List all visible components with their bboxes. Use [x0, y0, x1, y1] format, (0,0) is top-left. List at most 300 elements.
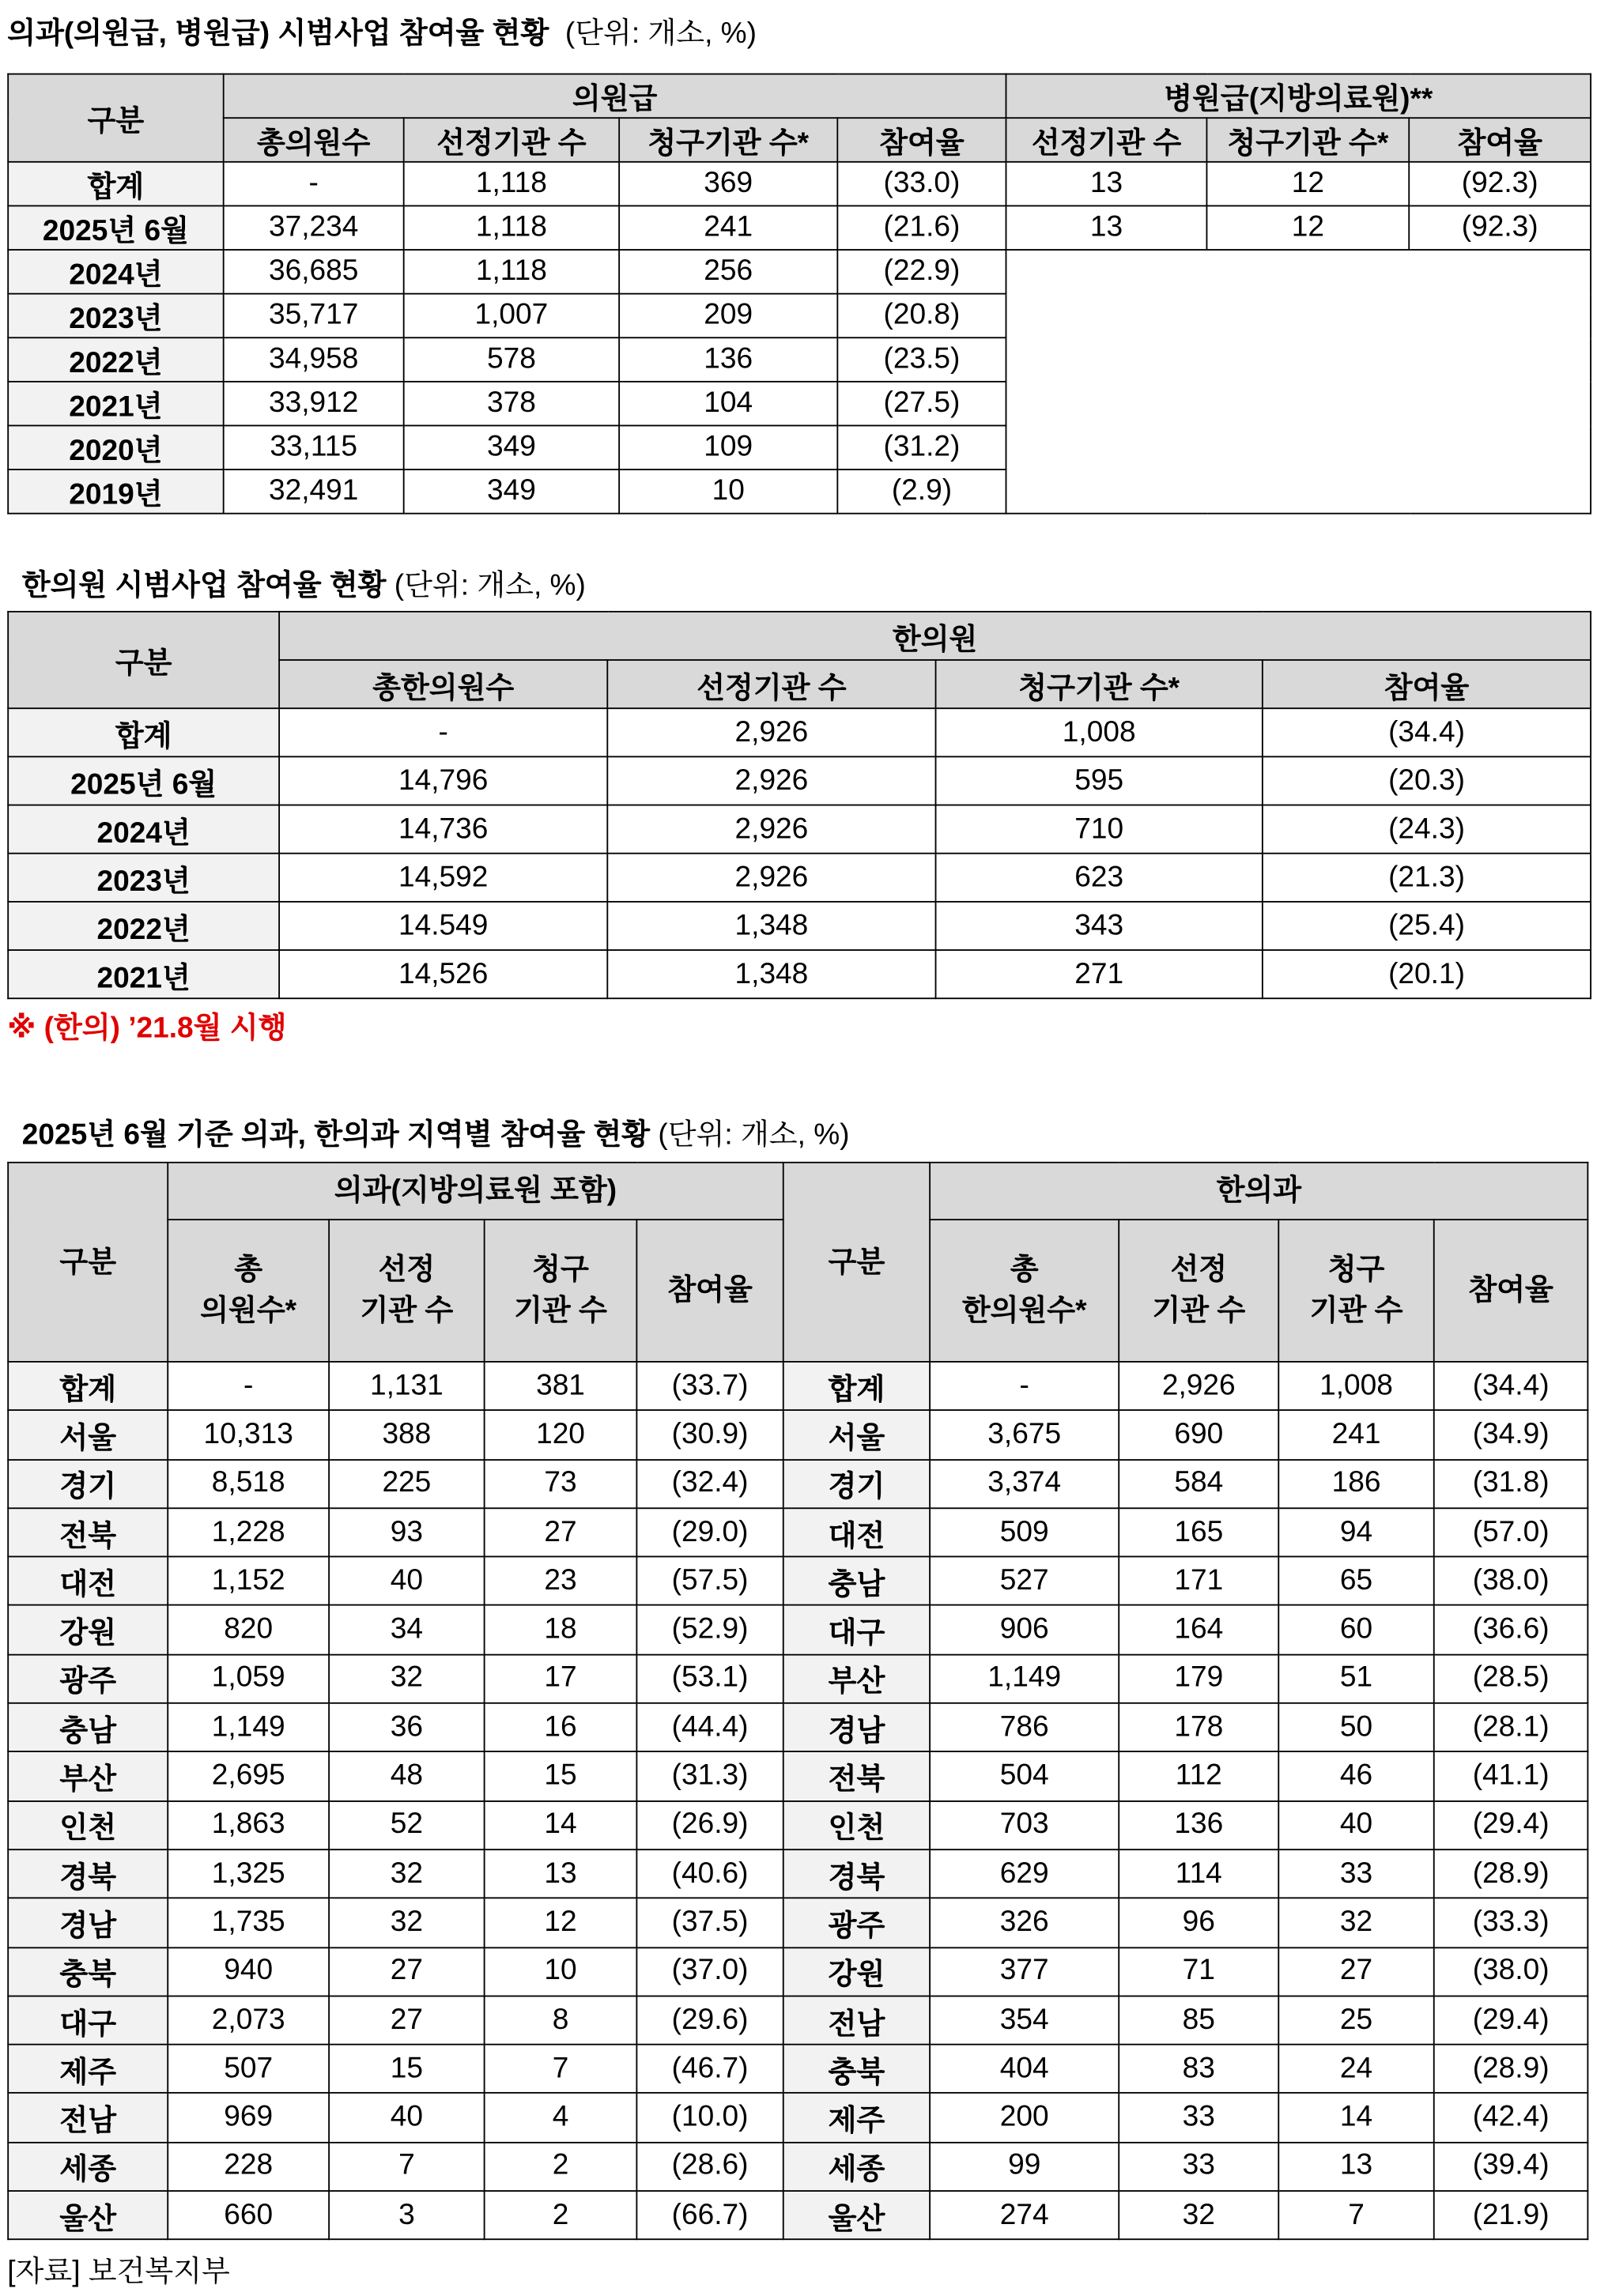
data-cell: (31.2): [837, 425, 1006, 469]
source-text: [자료] 보건복지부: [7, 2256, 230, 2289]
row-label: 2020년: [8, 425, 223, 469]
data-cell: 13: [1278, 2142, 1433, 2191]
data-cell: (28.9): [1434, 2045, 1588, 2094]
data-cell: 18: [485, 1606, 637, 1655]
data-cell: (20.1): [1263, 950, 1591, 998]
data-cell: 381: [485, 1362, 637, 1411]
data-cell: (20.8): [837, 294, 1006, 338]
data-cell: 1,008: [936, 708, 1263, 756]
data-cell: 404: [930, 2045, 1119, 2094]
data-cell: 27: [329, 1996, 484, 2045]
data-cell: 40: [329, 1557, 484, 1606]
regional-participation-table: [7, 1162, 1588, 2241]
data-cell: (33.7): [636, 1362, 783, 1411]
region-label: 부산: [8, 1752, 168, 1801]
table-row: [8, 854, 1591, 902]
region-label: 경남: [8, 1898, 168, 1947]
data-cell: 710: [936, 805, 1263, 854]
data-cell: 99: [930, 2142, 1119, 2191]
data-cell: 32: [1278, 1898, 1433, 1947]
table-row: [8, 756, 1591, 805]
data-cell: 32,491: [224, 469, 404, 514]
data-cell: (24.3): [1263, 805, 1591, 854]
table-row: [8, 1947, 1587, 1996]
data-cell: 24: [1278, 2045, 1433, 2094]
data-cell: 623: [936, 854, 1263, 902]
header-medicine: 의과(지방의료원 포함): [168, 1163, 783, 1220]
table-row: [8, 162, 1591, 206]
region-label: 경기: [8, 1459, 168, 1508]
header-hospital: 병원급(지방의료원)**: [1006, 74, 1591, 119]
region-label: 경북: [8, 1849, 168, 1898]
data-cell: (26.9): [636, 1800, 783, 1849]
data-cell: 786: [930, 1703, 1119, 1752]
data-cell: 65: [1278, 1557, 1433, 1606]
data-cell: (27.5): [837, 382, 1006, 426]
region-label: 인천: [783, 1800, 930, 1849]
table-row: [8, 1800, 1587, 1849]
data-cell: (28.9): [1434, 1849, 1588, 1898]
data-cell: (33.0): [837, 162, 1006, 206]
data-cell: 509: [930, 1508, 1119, 1557]
data-cell: 349: [404, 469, 619, 514]
row-label: 2024년: [8, 250, 223, 294]
data-cell: 2: [485, 2142, 637, 2191]
data-cell: 73: [485, 1459, 637, 1508]
data-cell: 109: [619, 425, 837, 469]
data-cell: 165: [1119, 1508, 1278, 1557]
data-cell: 1,118: [404, 162, 619, 206]
data-cell: 136: [1119, 1800, 1278, 1849]
data-cell: (34.4): [1434, 1362, 1588, 1411]
region-label: 세종: [8, 2142, 168, 2191]
data-cell: 271: [936, 950, 1263, 998]
data-cell: 33,912: [224, 382, 404, 426]
data-cell: (40.6): [636, 1849, 783, 1898]
data-cell: (37.5): [636, 1898, 783, 1947]
row-label: 2022년: [8, 902, 279, 950]
column-header: [168, 1220, 329, 1362]
region-label: 부산: [783, 1654, 930, 1703]
row-label: 2022년: [8, 337, 223, 382]
data-cell: (23.5): [837, 337, 1006, 382]
header-clinic: 의원급: [224, 74, 1006, 119]
header-korean-clinic: 한의원: [279, 612, 1591, 660]
data-cell: (28.6): [636, 2142, 783, 2191]
row-label: 2021년: [8, 950, 279, 998]
data-cell: 25: [1278, 1996, 1433, 2045]
region-label: 서울: [783, 1411, 930, 1460]
row-label: 2023년: [8, 294, 223, 338]
data-cell: -: [168, 1362, 329, 1411]
data-cell: 179: [1119, 1654, 1278, 1703]
data-cell: 584: [1119, 1459, 1278, 1508]
data-cell: 1,735: [168, 1898, 329, 1947]
column-header: 선정기관 수: [404, 118, 619, 162]
title-text: 2025년 6월 기준 의과, 한의과 지역별 참여율 현황: [21, 1119, 651, 1152]
table-row: [8, 1898, 1587, 1947]
header-line: 기관 수: [514, 1295, 607, 1328]
data-cell: (38.0): [1434, 1947, 1588, 1996]
data-cell: (29.4): [1434, 1996, 1588, 2045]
data-cell: 578: [404, 337, 619, 382]
unit-text: (단위: 개소, %): [658, 1119, 850, 1152]
data-cell: (28.5): [1434, 1654, 1588, 1703]
data-cell: 12: [1206, 162, 1409, 206]
data-cell: 136: [619, 337, 837, 382]
data-cell: 241: [1278, 1411, 1433, 1460]
column-header: 참여율: [1409, 118, 1591, 162]
data-cell: 274: [930, 2191, 1119, 2240]
region-label: 제주: [8, 2045, 168, 2094]
column-header: [1278, 1220, 1433, 1362]
header-line: 선정: [1170, 1254, 1228, 1287]
data-cell: (66.7): [636, 2191, 783, 2240]
data-cell: (29.6): [636, 1996, 783, 2045]
data-cell: 1,118: [404, 205, 619, 250]
region-label: 전북: [8, 1508, 168, 1557]
data-cell: 10: [485, 1947, 637, 1996]
data-cell: 14,526: [279, 950, 607, 998]
data-cell: 36: [329, 1703, 484, 1752]
data-cell: (42.4): [1434, 2094, 1588, 2143]
data-cell: 10: [619, 469, 837, 514]
region-label: 충북: [783, 2045, 930, 2094]
data-cell: -: [279, 708, 607, 756]
data-cell: 349: [404, 425, 619, 469]
data-cell: 33: [1119, 2094, 1278, 2143]
header-line: 기관 수: [1309, 1295, 1403, 1328]
data-cell: 15: [329, 2045, 484, 2094]
column-header: [636, 1220, 783, 1362]
data-cell: 1,348: [607, 950, 935, 998]
region-label: 경남: [783, 1703, 930, 1752]
table-row: [8, 1849, 1587, 1898]
column-header: [1434, 1220, 1588, 1362]
data-cell: 3: [329, 2191, 484, 2240]
data-cell: 369: [619, 162, 837, 206]
data-cell: 32: [1119, 2191, 1278, 2240]
data-cell: 378: [404, 382, 619, 426]
data-cell: 200: [930, 2094, 1119, 2143]
row-label: 합계: [8, 708, 279, 756]
header-line: 총: [234, 1254, 263, 1287]
data-cell: 27: [485, 1508, 637, 1557]
data-cell: (29.4): [1434, 1800, 1588, 1849]
table1-title: [7, 9, 757, 51]
region-label: 전남: [783, 1996, 930, 2045]
data-cell: 2,926: [1119, 1362, 1278, 1411]
data-cell: (41.1): [1434, 1752, 1588, 1801]
table-row: [8, 2142, 1587, 2191]
note-text: ※ (한의) ’21.8월 시행: [7, 1012, 287, 1045]
data-cell: 1,149: [168, 1703, 329, 1752]
data-cell: -: [930, 1362, 1119, 1411]
clinic-participation-table: [7, 74, 1591, 515]
data-cell: (52.9): [636, 1606, 783, 1655]
data-cell: 343: [936, 902, 1263, 950]
region-label: 전남: [8, 2094, 168, 2143]
table-row: [8, 1654, 1587, 1703]
table-row: [8, 1411, 1587, 1460]
data-cell: 3,374: [930, 1459, 1119, 1508]
data-cell: -: [224, 162, 404, 206]
row-label: 2025년 6월: [8, 205, 223, 250]
region-label: 제주: [783, 2094, 930, 2143]
region-label: 인천: [8, 1800, 168, 1849]
data-cell: (2.9): [837, 469, 1006, 514]
data-cell: 104: [619, 382, 837, 426]
data-cell: 4: [485, 2094, 637, 2143]
data-cell: 504: [930, 1752, 1119, 1801]
data-cell: (57.0): [1434, 1508, 1588, 1557]
korean-medicine-participation-table: [7, 611, 1591, 999]
data-cell: 186: [1278, 1459, 1433, 1508]
data-cell: 12: [1206, 205, 1409, 250]
region-label: 울산: [8, 2191, 168, 2240]
column-header: 총한의원수: [279, 660, 607, 708]
data-cell: 2,695: [168, 1752, 329, 1801]
header-line: 참여율: [1468, 1274, 1553, 1307]
header-line: 의원수*: [200, 1295, 297, 1328]
data-cell: 14.549: [279, 902, 607, 950]
data-cell: 507: [168, 2045, 329, 2094]
data-cell: 2,926: [607, 756, 935, 805]
data-cell: 14,592: [279, 854, 607, 902]
region-label: 대전: [8, 1557, 168, 1606]
data-cell: 2,926: [607, 805, 935, 854]
data-cell: 12: [485, 1898, 637, 1947]
data-cell: 8: [485, 1996, 637, 2045]
data-cell: 16: [485, 1703, 637, 1752]
region-label: 대구: [8, 1996, 168, 2045]
data-cell: 10,313: [168, 1411, 329, 1460]
table-row: [8, 1557, 1587, 1606]
data-cell: 8,518: [168, 1459, 329, 1508]
region-label: 광주: [783, 1898, 930, 1947]
header-line: 참여율: [667, 1274, 753, 1307]
data-cell: 112: [1119, 1752, 1278, 1801]
table-row: [8, 2045, 1587, 2094]
table2-title: [22, 561, 586, 604]
row-label: 2024년: [8, 805, 279, 854]
data-cell: 93: [329, 1508, 484, 1557]
data-cell: 820: [168, 1606, 329, 1655]
table-row: [8, 708, 1591, 756]
region-label: 경북: [783, 1849, 930, 1898]
header-gubun: 구분: [8, 612, 279, 708]
data-cell: 52: [329, 1800, 484, 1849]
region-label: 경기: [783, 1459, 930, 1508]
data-cell: (21.3): [1263, 854, 1591, 902]
data-cell: (31.8): [1434, 1459, 1588, 1508]
data-cell: 3,675: [930, 1411, 1119, 1460]
region-label: 세종: [783, 2142, 930, 2191]
data-cell: 969: [168, 2094, 329, 2143]
region-label: 광주: [8, 1654, 168, 1703]
header-line: 기관 수: [360, 1295, 454, 1328]
data-cell: 228: [168, 2142, 329, 2191]
region-label: 대구: [783, 1606, 930, 1655]
data-cell: 17: [485, 1654, 637, 1703]
data-cell: (39.4): [1434, 2142, 1588, 2191]
data-cell: 629: [930, 1849, 1119, 1898]
region-label: 강원: [8, 1606, 168, 1655]
data-cell: 27: [329, 1947, 484, 1996]
table-row: [8, 950, 1591, 998]
empty-area: [1006, 250, 1591, 514]
data-cell: (28.1): [1434, 1703, 1588, 1752]
header-line: 기관 수: [1152, 1295, 1246, 1328]
region-label: 합계: [783, 1362, 930, 1411]
data-cell: 1,059: [168, 1654, 329, 1703]
data-cell: 241: [619, 205, 837, 250]
column-header: [930, 1220, 1119, 1362]
data-cell: 326: [930, 1898, 1119, 1947]
table-row: [8, 1362, 1587, 1411]
column-header: 선정기관 수: [1006, 118, 1207, 162]
data-cell: 40: [1278, 1800, 1433, 1849]
data-cell: 1,863: [168, 1800, 329, 1849]
row-label: 2019년: [8, 469, 223, 514]
column-header: 참여율: [1263, 660, 1591, 708]
data-cell: 1,348: [607, 902, 935, 950]
data-cell: 1,149: [930, 1654, 1119, 1703]
column-header: 선정기관 수: [607, 660, 935, 708]
data-cell: (21.6): [837, 205, 1006, 250]
header-line: 청구: [532, 1254, 589, 1287]
data-cell: 33: [1278, 1849, 1433, 1898]
table-row: [8, 1459, 1587, 1508]
data-cell: 354: [930, 1996, 1119, 2045]
data-cell: (92.3): [1409, 162, 1591, 206]
column-header: 청구기관 수*: [1206, 118, 1409, 162]
data-cell: 7: [1278, 2191, 1433, 2240]
data-cell: 1,228: [168, 1508, 329, 1557]
column-header: [485, 1220, 637, 1362]
data-cell: 35,717: [224, 294, 404, 338]
row-label: 2021년: [8, 382, 223, 426]
data-cell: 14,796: [279, 756, 607, 805]
data-cell: 906: [930, 1606, 1119, 1655]
data-cell: 225: [329, 1459, 484, 1508]
region-label: 강원: [783, 1947, 930, 1996]
data-cell: 14: [485, 1800, 637, 1849]
data-cell: 27: [1278, 1947, 1433, 1996]
region-label: 전북: [783, 1752, 930, 1801]
data-cell: (57.5): [636, 1557, 783, 1606]
data-cell: 690: [1119, 1411, 1278, 1460]
data-cell: (44.4): [636, 1703, 783, 1752]
region-label: 대전: [783, 1508, 930, 1557]
table-row: [8, 250, 1591, 294]
data-cell: (34.9): [1434, 1411, 1588, 1460]
data-cell: 2,926: [607, 854, 935, 902]
data-cell: 388: [329, 1411, 484, 1460]
data-cell: 32: [329, 1654, 484, 1703]
table-row: [8, 2094, 1587, 2143]
data-cell: 527: [930, 1557, 1119, 1606]
data-cell: 178: [1119, 1703, 1278, 1752]
region-label: 서울: [8, 1411, 168, 1460]
column-header: [329, 1220, 484, 1362]
data-cell: 60: [1278, 1606, 1433, 1655]
region-label: 충북: [8, 1947, 168, 1996]
header-line: 선정: [378, 1254, 436, 1287]
data-cell: 32: [329, 1898, 484, 1947]
data-cell: (46.7): [636, 2045, 783, 2094]
data-cell: 7: [329, 2142, 484, 2191]
data-cell: (29.0): [636, 1508, 783, 1557]
data-cell: 209: [619, 294, 837, 338]
header-line: 총: [1010, 1254, 1039, 1287]
data-cell: (21.9): [1434, 2191, 1588, 2240]
data-cell: 37,234: [224, 205, 404, 250]
data-cell: 2,926: [607, 708, 935, 756]
header-korean-medicine: 한의과: [930, 1163, 1587, 1220]
data-cell: 51: [1278, 1654, 1433, 1703]
data-cell: 71: [1119, 1947, 1278, 1996]
data-cell: 14,736: [279, 805, 607, 854]
data-cell: (25.4): [1263, 902, 1591, 950]
data-cell: 96: [1119, 1898, 1278, 1947]
data-cell: 703: [930, 1800, 1119, 1849]
data-cell: 36,685: [224, 250, 404, 294]
header-line: 청구: [1327, 1254, 1385, 1287]
data-cell: 2: [485, 2191, 637, 2240]
table-row: [8, 205, 1591, 250]
data-cell: 377: [930, 1947, 1119, 1996]
data-cell: (53.1): [636, 1654, 783, 1703]
table-row: [8, 1752, 1587, 1801]
unit-text: (단위: 개소, %): [564, 17, 757, 51]
table-row: [8, 1508, 1587, 1557]
data-cell: 48: [329, 1752, 484, 1801]
data-cell: 164: [1119, 1606, 1278, 1655]
row-label: 합계: [8, 162, 223, 206]
data-cell: 40: [329, 2094, 484, 2143]
data-cell: 50: [1278, 1703, 1433, 1752]
data-cell: (36.6): [1434, 1606, 1588, 1655]
data-cell: (33.3): [1434, 1898, 1588, 1947]
column-header: [1119, 1220, 1278, 1362]
data-cell: 1,325: [168, 1849, 329, 1898]
data-cell: 32: [329, 1849, 484, 1898]
unit-text: (단위: 개소, %): [394, 570, 586, 602]
region-label: 충남: [783, 1557, 930, 1606]
title-text: 한의원 시범사업 참여율 현황: [21, 570, 387, 602]
data-cell: 34,958: [224, 337, 404, 382]
data-cell: (31.3): [636, 1752, 783, 1801]
title-text: 의과(의원급, 병원급) 시범사업 참여율 현황: [7, 17, 549, 51]
row-label: 2023년: [8, 854, 279, 902]
table-row: [8, 1606, 1587, 1655]
region-label: 울산: [783, 2191, 930, 2240]
region-label: 충남: [8, 1703, 168, 1752]
data-cell: 23: [485, 1557, 637, 1606]
data-cell: (22.9): [837, 250, 1006, 294]
data-cell: 13: [485, 1849, 637, 1898]
data-cell: 33: [1119, 2142, 1278, 2191]
data-cell: 120: [485, 1411, 637, 1460]
header-gubun-med: 구분: [8, 1163, 168, 1362]
table-row: [8, 1703, 1587, 1752]
data-cell: (32.4): [636, 1459, 783, 1508]
data-cell: (10.0): [636, 2094, 783, 2143]
header-gubun-kmed: 구분: [783, 1163, 930, 1362]
data-cell: 34: [329, 1606, 484, 1655]
data-cell: 14: [1278, 2094, 1433, 2143]
